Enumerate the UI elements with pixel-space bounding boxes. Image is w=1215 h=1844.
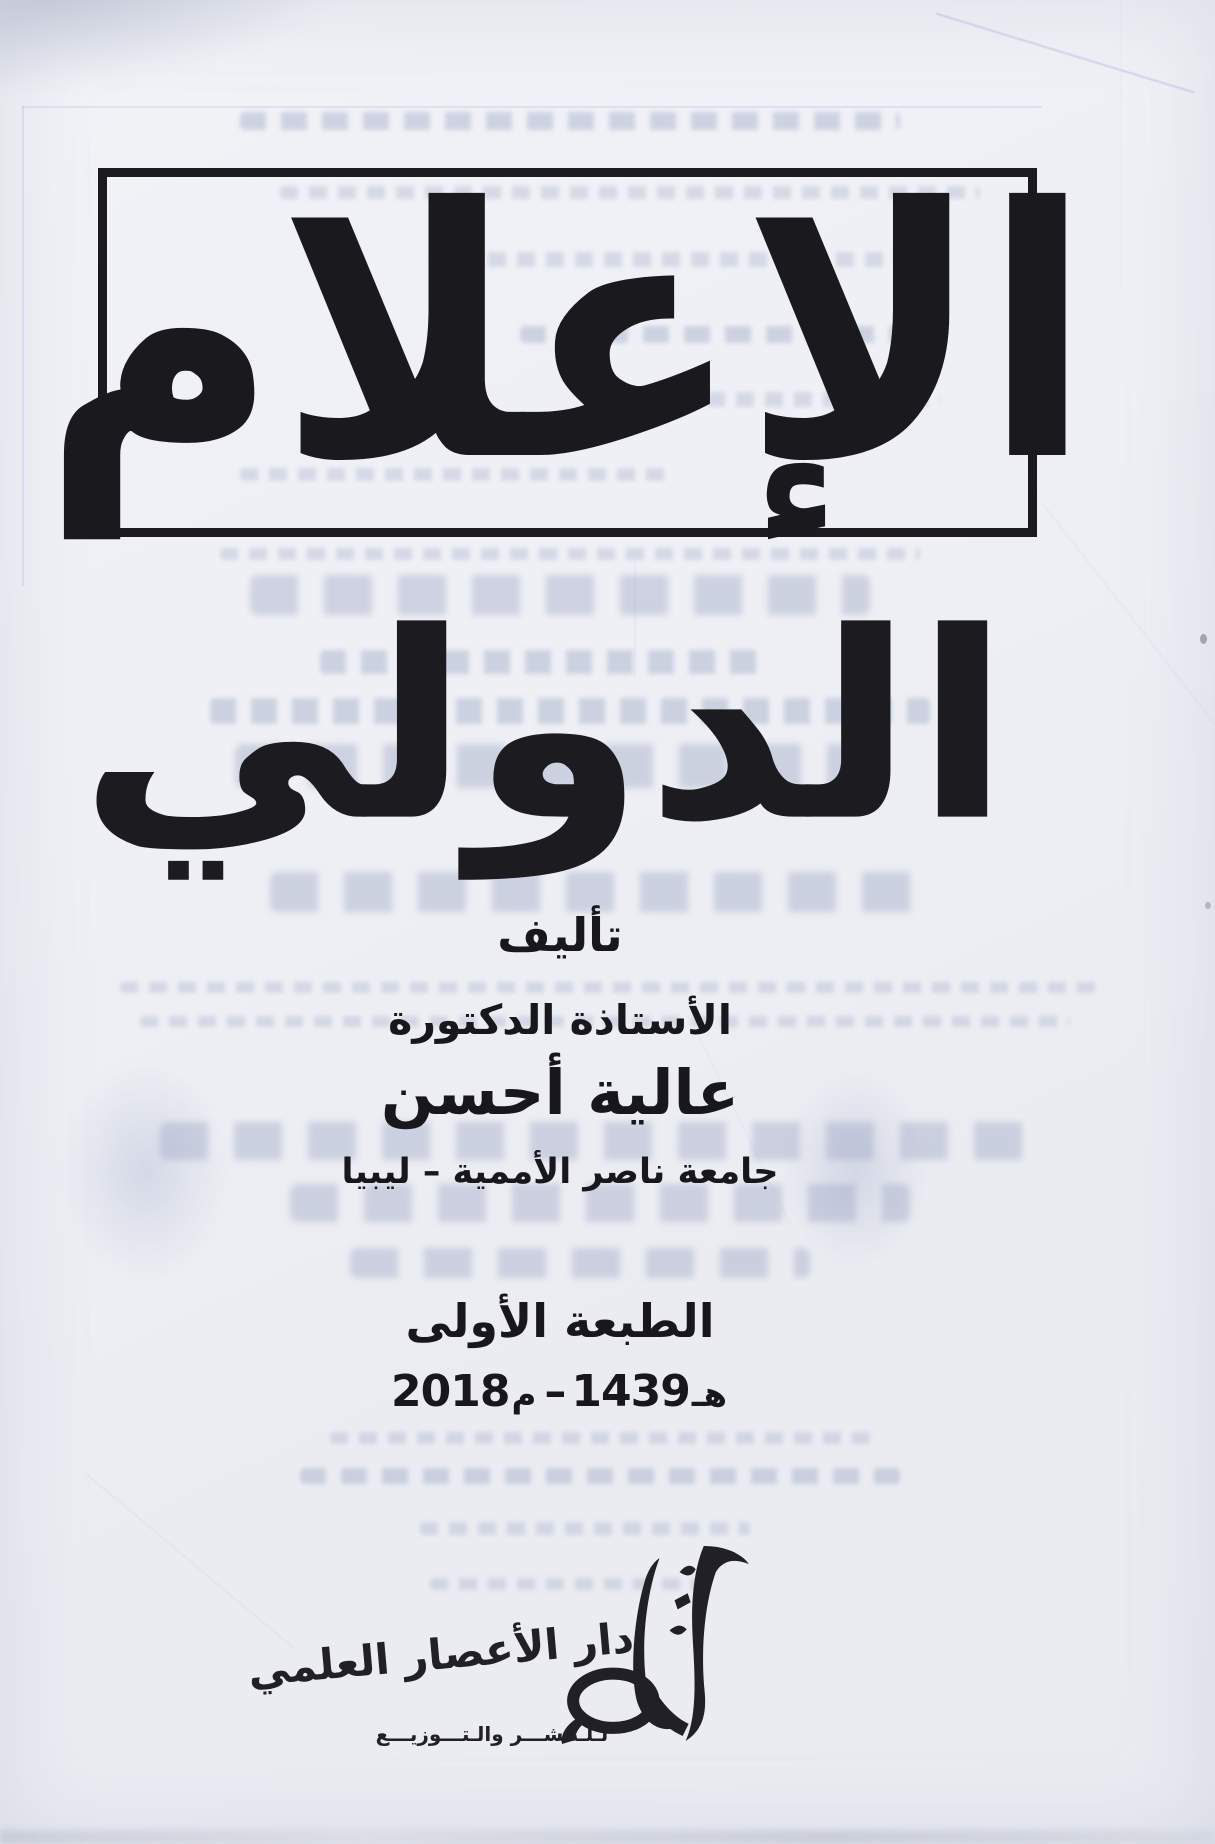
title-box <box>42 136 1093 537</box>
bleed-through-text <box>330 1432 870 1444</box>
bleed-through-text <box>220 548 920 560</box>
edition-label: الطبعة الأولى <box>405 1294 715 1348</box>
scan-speck <box>1200 634 1207 644</box>
book-subtitle <box>0 576 1090 878</box>
publisher-logo <box>246 1542 770 1844</box>
author-title: الأستاذة الدكتورة <box>388 996 732 1044</box>
bleed-through-text <box>240 112 900 130</box>
date-separator: – <box>544 1366 566 1417</box>
author-affiliation: جامعة ناصر الأممية – ليبيا <box>341 1152 779 1192</box>
bleed-through-text <box>270 872 930 912</box>
bleed-through-ruled-line <box>22 106 1042 108</box>
gregorian-era-suffix: م <box>511 1375 537 1415</box>
paper-crease <box>936 13 1195 94</box>
bleed-through-text <box>420 1522 750 1535</box>
author-name: عالية أحسن <box>380 1056 740 1129</box>
book-subtitle-text: الدولي <box>78 576 1012 878</box>
scan-speck <box>1205 902 1211 909</box>
bleed-through-text <box>350 1248 810 1278</box>
publisher-tagline: لـلـنـشـــر والـتـــوزيـــع <box>375 1722 609 1746</box>
gregorian-year: 2018 <box>390 1366 510 1417</box>
bleed-through-text <box>120 982 1100 993</box>
publication-date <box>10 1366 1110 1417</box>
hijri-era-suffix: هـ <box>691 1375 728 1415</box>
bleed-through-text <box>300 1468 900 1484</box>
scan-corner-shadow <box>0 0 427 117</box>
book-main-title: الإعلام <box>42 136 1093 537</box>
publisher-name: دار الأعصار العلمي <box>246 1613 636 1696</box>
paper-crease <box>1120 0 1122 290</box>
byline-label: تأليف <box>497 908 623 962</box>
paper-crease <box>86 1473 294 1648</box>
hijri-year: 1439 <box>571 1366 690 1417</box>
bleed-through-ruled-line <box>22 106 24 586</box>
